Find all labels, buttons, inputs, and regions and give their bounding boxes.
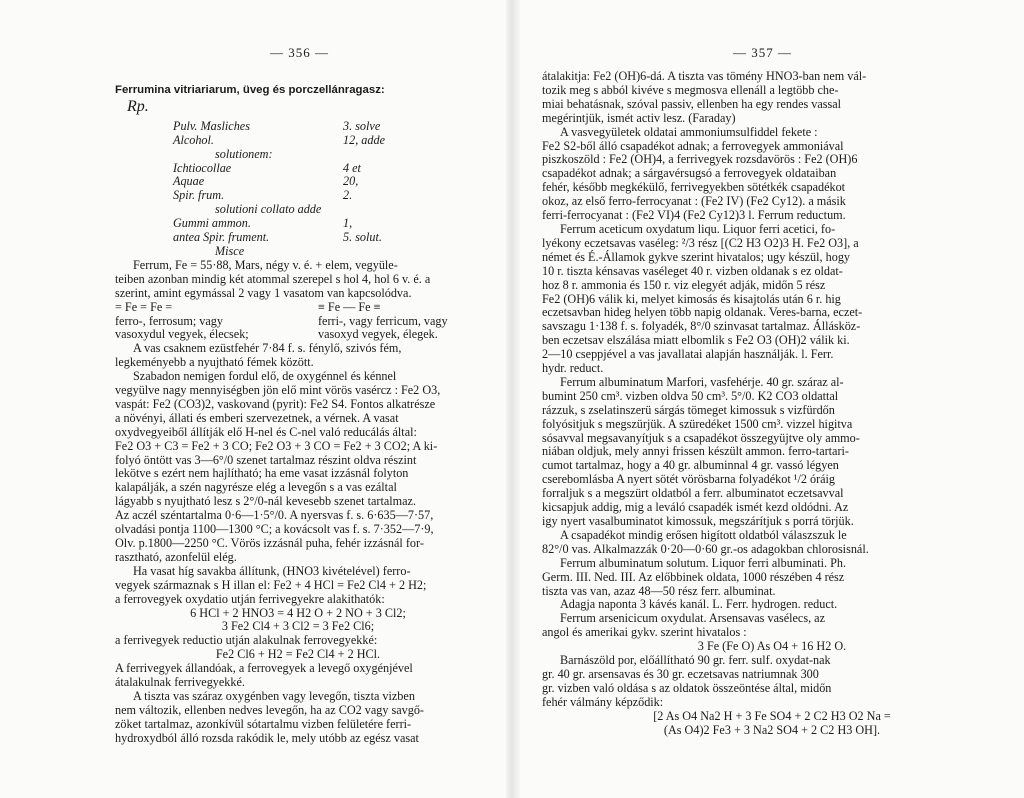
left-page-body [115, 84, 481, 746]
left-text-line: zöket tartalmaz, azonkívül sótartalmu vizben felületére ferri- [115, 716, 412, 731]
right-page-body [542, 70, 1002, 738]
page-number-right: — 357 — [733, 45, 792, 60]
right-text-line: tozik meg s abból kivéve s megmosva ellenáll a legtöbb che- [542, 82, 839, 97]
left-line-left-part: Gummi ammon. [173, 216, 251, 231]
left-text-line: Az aczél széntartalma 0·6—1·5°/0. A nyersvas f. s. 6·635—7·57, [115, 508, 434, 523]
right-text-line: hoz 8 r. ammonia és 150 r. viz elegyét adják, midőn 5 rész [542, 277, 826, 292]
right-text-line: ferri-ferrocyanat : (Fe2 VI)4 (Fe2 Cy12)3 l. Ferrum reductum. [542, 208, 846, 223]
right-text-line: cserebomlásba A nyert sötét vörösbarna folyadékot ¹/2 óráig [542, 472, 836, 487]
right-text-line: 10 r. tiszta kénsavas vaséleget 40 r. vizben oldanak s ez oldat- [542, 263, 843, 278]
right-page [512, 0, 1024, 798]
left-text-line: solutionem: [215, 146, 273, 161]
right-text-line: német és É.-Államok gykve szerint hivatalos; ugy készül, hogy [542, 249, 851, 264]
right-text-line: 3 Fe (Fe O) As O4 + 16 H2 O. [697, 639, 847, 654]
left-text-line [115, 301, 481, 315]
left-line-right-part: 5. solut. [343, 230, 382, 245]
right-text-line: folyósitjuk s megszürjük. A szüredéket 1500 cm³. vizzel higitva [542, 416, 853, 431]
page-number-left: — 356 — [270, 45, 329, 60]
left-line-left-part: ferro-, ferrosum; vagy [115, 313, 223, 328]
left-text-line: solutioni collato adde [215, 202, 322, 217]
left-text-line: a növényi, állati és emberi szervezetnek, a vérnek. A vasat [115, 410, 399, 425]
left-line-right-part: vasoxyd vegyek, élegek. [318, 327, 438, 342]
left-text-line: hydroxydból álló rozsda rakódik le, mely utóbb az egész vasat [115, 730, 419, 745]
right-text-line: igy nyert vasalbuminatot kimossuk, megszárítjuk s porrá törjük. [542, 514, 854, 528]
left-text-line: Fe2 O3 + C3 = Fe2 + 3 CO; Fe2 O3 + 3 CO = Fe2 + 3 CO2; A ki- [115, 438, 438, 453]
left-text-line: Misce [215, 243, 245, 258]
left-text-line: Olv. p.1800—2250 °C. Vörös izzásnál puha, fehér izzásnál for- [115, 536, 424, 550]
left-text-line: nem változik, ellenben nedves levegőn, ha az CO2 vagy savgő- [115, 702, 424, 717]
right-text-line: bumint 250 cm³. vizben oldva 50 cm³. 5°/0. K2 CO3 oldattal [542, 388, 839, 403]
left-line-right-part: 1, [343, 216, 353, 231]
right-text-line: Ferrum albuminatum solutum. Liquor ferri albuminati. Ph. [560, 555, 847, 570]
left-text-line: A ferrivegyek állandóak, a ferrovegyek a levegő oxygénjével [115, 661, 413, 676]
left-line-right-part: ≡ Fe — Fe ≡ [318, 299, 381, 314]
left-line-right-part: 20, [343, 174, 359, 189]
left-text-line: Ha vasat híg savakba állítunk, (HNO3 kivételével) ferro- [133, 563, 411, 578]
left-text-line: Szabadon nemigen fordul elő, de oxygénnel és kénnel [133, 369, 397, 384]
right-text-line: rázzuk, s zselatinszerü sárgás tömeget kimossuk s vizfürdőn [542, 402, 835, 417]
right-text-line: Ferrum albuminatum Marfori, vasfehérje. 40 gr. száraz al- [560, 374, 844, 389]
right-text-line: ben eczetsav elszálása miatt elbomlik s Fe2 O3 (OH)2 válik ki. [542, 333, 850, 348]
right-text-line: 82°/0 vas. Alkalmazzák 0·20—0·60 gr.-os adagokban chlorosisnál. [542, 541, 869, 556]
left-text-line [115, 328, 481, 342]
right-text-line: forraljuk s a megszürt oldatból a ferr. albuminatot eczetsavval [542, 486, 844, 501]
right-text-line: gr. 40 gr. arsensavas és 30 gr. eczetsavas natriumnak 300 [542, 666, 819, 681]
right-text-line: kicsapjuk addig, mig a leváló csapadék ismét kezd oldódni. Az [542, 500, 849, 515]
right-text-line: lyékony eczetsavas vaséleg: ²/3 rész [(C2 H3 O2)3 H. Fe2 O3], a [542, 235, 859, 250]
left-text-line [115, 315, 481, 329]
right-text-line: niában oldjuk, mely annyi frissen készült ammon. ferro-tartari- [542, 444, 849, 459]
right-text-line: fehér válmány képződik: [542, 694, 664, 709]
right-text-line: (As O4)2 Fe3 + 3 Na2 SO4 + 2 C2 H3 OH]. [663, 722, 881, 737]
left-line-right-part: 3. solve [343, 118, 381, 133]
right-text-line: átalakitja: Fe2 (OH)6-dá. A tiszta vas töménу HNO3-ban nem vál- [542, 69, 867, 83]
right-text-line: A csapadékot mindig erősen higított oldatból válaszszuk le [560, 527, 847, 542]
right-text-line: cumot tartalmaz, hogy a 40 gr. albuminnal 4 gr. vassó légyen [542, 458, 839, 473]
left-text-line: folyó öntött vas 3—6°/0 szenet tartalmaz részint oldva részint [115, 452, 417, 467]
right-text-line: Ferrum aceticum oxydatum liqu. Liquor ferri acetici, fo- [560, 221, 836, 236]
left-text-line [173, 231, 423, 245]
left-text-line: átalakulnak ferrivegyekké. [115, 675, 245, 690]
right-text-line: miai behatásnak, szóval passiv, ellenben ha egy rendes vassal [542, 96, 842, 111]
right-text-line: savszagu 1·138 f. s. folyadék, 8°/0 szinvasat tartalmaz. Állásköz- [542, 319, 861, 334]
left-line-left-part: Alcohol. [173, 132, 214, 147]
left-text-line: vegyülve nagy mennyiségben jön elő mint vörös vasércz : Fe2 O3, [115, 383, 441, 398]
left-text-line: Fe2 Cl6 + H2 = Fe2 Cl4 + 2 HCl. [215, 647, 381, 662]
left-text-line: legkeményebb a nyujtható fémek között. [115, 355, 314, 370]
left-text-line [173, 217, 423, 231]
left-text-line: Rp. [127, 97, 149, 115]
left-text-line: a ferrovegyek oxydatio utján ferrivegyekre alakithatók: [115, 591, 385, 606]
left-text-line: vegyek származnak s H illan el: Fe2 + 4 HCl = Fe2 Cl4 + 2 H2; [115, 577, 427, 592]
left-text-line: A tiszta vas száraz oxygénben vagy levegőn, tiszta vizben [133, 688, 415, 703]
left-text-line [173, 120, 423, 134]
left-text-line: lekötve s ezért nem hajlítható; ha eme vasat izzásnál folyton [115, 466, 409, 481]
left-line-left-part: Spir. frum. [173, 188, 225, 203]
right-text-line: tiszta vas van, azaz 48—50 rész ferr. albuminat. [542, 583, 776, 598]
left-line-left-part: Aquae [173, 174, 205, 189]
left-text-line [173, 162, 423, 176]
left-text-line: rasztható, azonfelül elég. [115, 549, 237, 564]
right-text-line: megérintjük, ismét activ lesz. (Faraday) [542, 110, 736, 125]
right-text-line: okoz, az első ferro-ferrocyanat : (Fe2 IV) (Fe2 Cy12). a másik [542, 194, 846, 209]
right-text-line: sósavval megsavanyítjuk s a csapadékot összegyüjtve oly ammo- [542, 430, 860, 445]
right-text-line: gr. vizben való oldása s az oldatok összeöntése által, midőn [542, 680, 832, 695]
right-text-line: [2 As O4 Na2 H + 3 Fe SO4 + 2 C2 H3 O2 Na = [653, 708, 891, 723]
left-text-line [173, 134, 423, 148]
right-text-line: Fe2 (OH)6 válik ki, melyet kimosás és kisajtolás után 6 r. hig [542, 291, 841, 306]
right-text-line: hydr. reduct. [542, 361, 604, 376]
right-text-line: 2—10 cseppjével a vas javallatai alapján használják. l. Ferr. [542, 347, 834, 362]
right-text-line: angol és amerikai gykv. szerint hivatalos : [542, 625, 747, 640]
left-text-line [173, 175, 423, 189]
left-text-line: vaspát: Fe2 (CO3)2, vaskovand (pyrit): Fe2 S4. Fontos alkatrésze [115, 396, 436, 411]
left-text-line: lágyabb s nyujtható lesz s 2°/0-nál kevesebb szenet tartalmaz. [115, 494, 416, 509]
left-text-line: kalapálják, a szén nagyrésze elég a levegőn s a vas ezáltal [115, 480, 397, 495]
left-line-left-part: Pulv. Masliches [173, 118, 250, 133]
left-line-left-part: = Fe = Fe = [115, 299, 173, 314]
left-text-line: 3 Fe2 Cl4 + 3 Cl2 = 3 Fe2 Cl6; [221, 619, 375, 634]
left-text-line: a ferrivegyek reductio utján alakulnak ferrovegyekké: [115, 633, 378, 648]
right-text-line: Germ. III. Ned. III. Az előbbinek oldata, 1000 részében 4 rész [542, 569, 845, 584]
left-line-right-part: 2. [343, 188, 353, 203]
left-line-left-part: Ichtiocollae [173, 160, 232, 175]
right-text-line: csapadékot adnak; a sárgavérsugsó a ferrovegyek oldataiban [542, 166, 837, 181]
left-text-line [173, 189, 423, 203]
left-text-line: olvadási pontja 1100—1300 °C; a kovácsolt vas f. s. 7·352—7·9, [115, 522, 434, 537]
right-text-line: Ferrum arsenicicum oxydulat. Arsensavas vaséleсs, az [560, 611, 825, 626]
left-text-line: oxydvegyeiből állítják elő H-nel és C-nel való reducálás által: [115, 424, 417, 439]
left-line-right-part: 4 et [343, 160, 361, 175]
left-text-line: 6 HCl + 2 HNO3 = 4 H2 O + 2 NO + 3 Cl2; [190, 605, 406, 620]
right-text-line: fehér, később megkékülő, ferrivegyekben sötétkék csapadékot [542, 180, 846, 195]
left-text-line: teiben azonban mindig két atommal szerepel s hol 4, hol 6 v. é. a [115, 271, 431, 286]
left-text-line: szerint, amint egymással 2 vagy 1 vasatom van kapcsolódva. [115, 285, 412, 300]
left-text-line: Ferrumina vitriariarum, üveg és porczellánragasz: [115, 84, 385, 96]
left-line-left-part: vasoxydul vegyek, élecsek; [115, 327, 249, 342]
left-text-line: Ferrum, Fe = 55·88, Mars, négy v. é. + elem, vegyüle- [133, 257, 398, 272]
right-text-line: Fe2 S2-ből álló csapadékot adnak; a ferrovegyek ammoniával [542, 138, 844, 153]
left-line-right-part: 12, adde [343, 132, 385, 147]
right-text-line: eczetsavban hideg helyen több napig oldanak. Veres-barna, eczet- [542, 305, 863, 320]
left-line-right-part: ferri-, vagy ferricum, vagy [318, 313, 448, 328]
right-text-line: Barnászöld por, előállítható 90 gr. ferr. sulf. oxydat-nak [560, 653, 831, 668]
right-text-line: A vasvegyületek oldatai ammoniumsulfiddel fekete : [560, 124, 818, 139]
left-text-line: A vas csaknem ezüstfehér 7·84 f. s. fénylő, szivós fém, [133, 341, 402, 356]
right-text-line: piszkoszöld : Fe2 (OH)4, a ferrivegyek rozsdavörös : Fe2 (OH)6 [542, 152, 858, 167]
right-text-line: Adagja naponta 3 kávés kanál. L. Ferr. hydrogen. reduct. [560, 597, 838, 612]
left-line-left-part: antea Spir. frument. [173, 230, 270, 245]
